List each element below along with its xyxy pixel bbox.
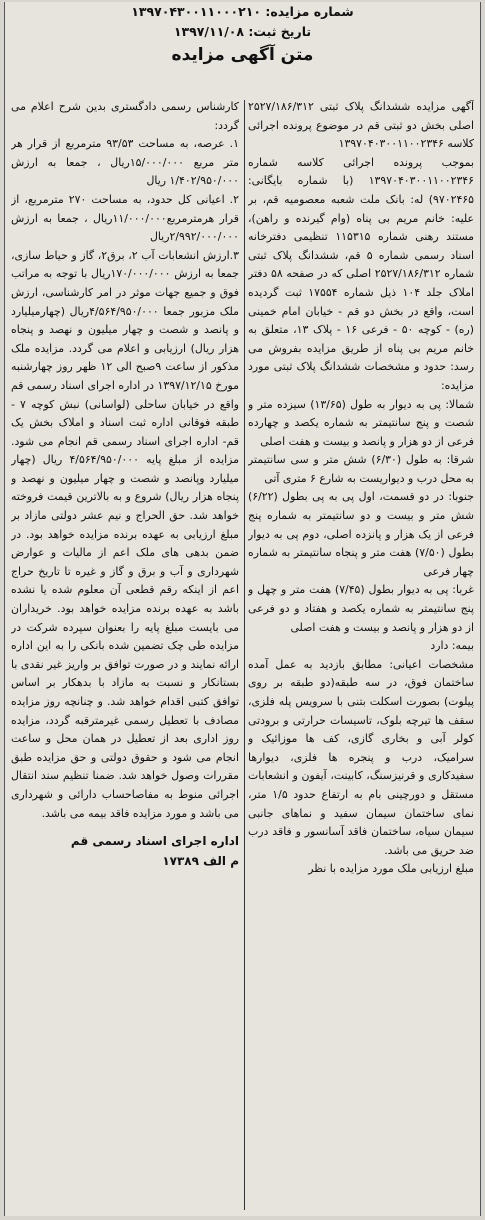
reference-number: م الف ۱۷۳۸۹ (162, 854, 239, 869)
paragraph: بموجب پرونده اجرائی کلاسه شماره ۱۳۹۷۰۴۰۳۰۰۱۱۰۰۲۳۴۶ (با شماره بایگانی: ۹۷۰۲۴۶۵) له: بانک ملت شعبه معصومیه قم، بر علیه: خانم مریم بی پناه (وام گیرنده و راهن)، مستند رهنی شماره ۱۱۵۳۱۵ تنظیمی دفترخانه اسناد رسمی شماره ۵ قم، ششدانگ پلاک ثبتی شماره ۲۵۲۷/۱۸۶/۳۱۲ اصلی که در صفحه ۵۸ دفتر املاک جلد ۱۰۴ ذیل شماره ۱۷۵۵۴ ثبت گردیده است، واقع در بخش دو قم - خیابان امام خمینی (ره) - کوچه ۵۰ - فرعی ۱۶ - پلاک ۱۳، متعلق به خانم مریم بی پناه از طریق مزایده بفروش می رسد: حدود و مشخصات ششدانگ پلاک ثبتی مورد مزایده: (248, 155, 474, 392)
paragraph: شمالا: پی به دیوار به طول (۱۳/۶۵) سیزده متر و شصت و پنج سانتیمتر به شماره یکصد و چهارده فرعی از دو هزار و پانصد و بیست و هفت اصلی (248, 397, 474, 448)
paragraph: ۲. اعیانی کل حدود، به مساحت ۲۷۰ مترمربع، از قرار هرمترمربع۱۱/۰۰۰/۰۰۰ریال ، جمعا به ارزش ۲/۹۹۲/۰۰۰/۰۰۰ریال (11, 192, 239, 244)
paragraph: بیمه: دارد (430, 639, 474, 653)
paragraph: غربا: پی به دیوار بطول (۷/۴۵) هفت متر و چهل و پنج سانتیمتر به شماره یکصد و هفتاد و دو فرعی از دو هزار و پانصد و بیست و هفت اصلی (248, 583, 474, 634)
paragraph: مشخصات اعیانی: مطابق بازدید به عمل آمده ساختمان فوق، در سه طبقه(دو طبقه بر روی پیلوت) بصورت اسکلت بتنی با سرویس پله فلزی، سقف ها تیرچه بلوک، تاسیسات حرارتی و برودتی کولر آبی و بخاری گازی، کف ها موزائیک و سرامیک، درب و پنجره ها فلزی، دیوارها سفیدکاری و قرنیزسنگ، کابینت، آیفون و انشعابات مستقل و دورچینی بام به ارتفاع حدود ۱/۵ متر، نمای ساختمان سیمان سفید و نماهای جانبی سیمان سیاه، ساختمان فاقد آسانسور و فاقد درب ضد حریق می باشد. (248, 657, 474, 857)
paragraph: ۳.ارزش انشعابات آب ۲، برق۲، گاز و حیاط سازی، جمعا به ارزش ۱۷۰/۰۰۰/۰۰۰ریال با توجه به مراتب فوق و جمیع جهات موثر در امر کارشناسی، ارزش ملک مزبور جمعا ۴/۵۶۴/۹۵۰/۰۰۰ریال (چهارمیلیارد و پانصد و شصت و چهار میلیون و نهصد و پنجاه هزار ریال) ارزیابی و اعلام می گردد. مزایده ملک مذکور از ساعت ۹صبح الی ۱۲ ظهر روز چهارشنبه مورخ ۱۳۹۷/۱۲/۱۵ در اداره اجرای اسناد رسمی قم واقع در خیابان ساحلی (لواسانی) نبش کوچه ۷ - طبقه فوقانی اداره ثبت اسناد و املاک بخش یک قم- اداره اجرای اسناد رسمی قم انجام می شود. مزایده از مبلغ پایه ۴/۵۶۴/۹۵۰/۰۰۰ ریال (چهار میلیارد وپانصد و شصت و چهار میلیون و نهصد و پنجاه هزار ریال) شروع و به بالاترین قیمت فروخته خواهد شد. حق الحراج و نیم عشر دولتی مازاد بر مبلغ ارزیابی به عهده برنده مزایده خواهد بود. در ضمن بدهی های ملک اعم از مالیات و عوارض شهرداری و آب و برق و گاز و غیره تا تاریخ حراج اعم از اینکه رقم قطعی آن معلوم شده یا نشده باشد به عهده برنده مزایده خواهد بود. خریداران می بایست مبلغ پایه را بعنوان سپرده شرکت در مزایده طی چک تضمین شده بانکی را به این اداره ارائه نمایند و در صورت توافق بر واریز غیر نقدی با بستانکار و نسبت به مازاد با بدهکار بر اساس توافق کتبی اقدام خواهد شد. و چنانچه روز مزایده مصادف با تعطیل رسمی غیرمترقبه گردد، مزایده روز اداری بعد از تعطیل در همان محل و ساعت انجام می شود و حقوق دولتی و حق مزایده طبق مقررات وصول خواهد شد. ضمنا تنظیم سند انتقال اجرائی منوط به مفاصاحساب دارائی و شهرداری می باشد و مورد مزایده فاقد بیمه می باشد. (11, 248, 239, 820)
paragraph: شرقا: به طول (۶/۳۰) شش متر و سی سانتیمتر به محل درب و دیواریست به شارع ۶ متری آتی (248, 453, 474, 485)
paragraph: کارشناس رسمی دادگستری بدین شرح اعلام می گردد: (11, 100, 239, 132)
issuing-office: اداره اجرای اسناد رسمی قم (70, 834, 239, 849)
notice-header (5, 2, 480, 94)
left-column (11, 98, 239, 1212)
paragraph: مبلغ ارزیابی ملک مورد مزایده با نظر (308, 862, 474, 876)
page-title: متن آگهی مزایده (171, 45, 314, 65)
paragraph: آگهی مزایده ششدانگ پلاک ثبتی ۲۵۲۷/۱۸۶/۳۱۲ اصلی بخش دو ثبتی قم در موضوع پرونده اجرائی کلاسه ۱۳۹۷۰۴۰۳۰۰۱۱۰۰۲۳۴۶ (248, 100, 474, 151)
paragraph: جنوبا: در دو قسمت، اول پی به پی بطول (۶/۲۲) شش متر و بیست و دو سانتیمتر به شماره پنج فرعی از یک هزار و پانزده اصلی، دوم پی به دیوار بطول (۷/۵۰) هفت متر و پنجاه سانتیمتر به شماره چهار فرعی (248, 490, 474, 578)
paragraph: ۱. عرصه، به مساحت ۹۳/۵۳ مترمربع از قرار هر متر مربع ۱۵/۰۰۰/۰۰۰ریال ، جمعا به ارزش ۱/۴۰۲/۹۵۰/۰۰۰ ریال (11, 137, 239, 188)
auction-number: شماره مزایده: ۱۳۹۷۰۴۳۰۰۱۱۰۰۰۲۱۰ (131, 4, 354, 19)
column-divider (244, 100, 245, 1210)
registration-date: تاریخ ثبت: ۱۳۹۷/۱۱/۰۸ (173, 24, 312, 39)
right-column (248, 98, 474, 1212)
notice-page (4, 2, 481, 1216)
